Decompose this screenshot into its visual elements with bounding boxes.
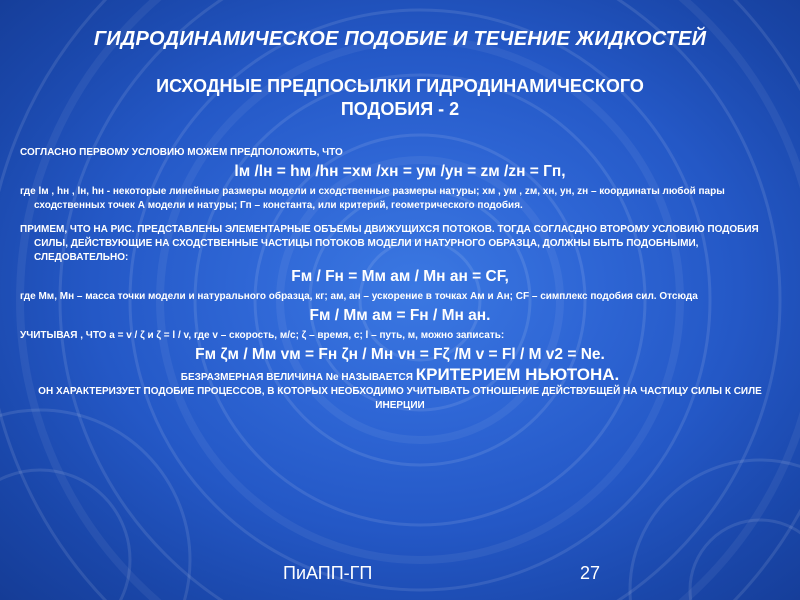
slide-subtitle [60, 75, 740, 121]
note-geometric-variables: где lм , hн , lн, hн - некоторые линейные размеры модели и сходственные размеры натуры; xм , yм , zм, xн, yн, zн – координаты любой пары сходственных точек А модели и натуры; Гп – константа, или критерий, геометрического подобия. [20, 186, 725, 211]
equation-newton-criterion: Fм ζм / Mм vм = Fн ζн / Mн vн = Fζ /M v = Fl / M v2 = Ne. [195, 346, 605, 363]
subtitle-line-2: ПОДОБИЯ - 2 [340, 99, 460, 119]
paragraph-velocity-time: УЧИТЫВАЯ , ЧТО a = v / ζ и ζ = l / v, где v – скорость, м/с; ζ – время, с; l – путь, м, можно записать: [20, 330, 505, 341]
subtitle-line-1: ИСХОДНЫЕ ПРЕДПОСЫЛКИ ГИДРОДИНАМИЧЕСКОГО [156, 76, 644, 96]
equation-geometric-similarity: lм /lн = hм /hн =xм /xн = yм /yн = zм /zн = Гп, [234, 163, 566, 180]
slide-body [20, 146, 780, 413]
footer-course-label: ПиАПП-ГП [283, 563, 373, 583]
newton-criterion-highlight: КРИТЕРИЕМ НЬЮТОНА. [415, 365, 620, 384]
slide-title: ГИДРОДИНАМИЧЕСКОЕ ПОДОБИЕ И ТЕЧЕНИЕ ЖИДКОСТЕЙ [93, 28, 707, 50]
note-mass-acceleration: где Mм, Mн – масса точки модели и натурального образца, кг; aм, aн – ускорение в точках Aм и Aн; CF – симплекс подобия сил. Отсюда [20, 291, 698, 302]
newton-definition-text: БЕЗРАЗМЕРНАЯ ВЕЛИЧИНА Ne НАЗЫВАЕТСЯ [180, 372, 413, 383]
paragraph-newton-meaning: ОН ХАРАКТЕРИЗУЕТ ПОДОБИЕ ПРОЦЕССОВ, В КОТОРЫХ НЕОБХОДИМО УЧИТЫВАТЬ ОТНОШЕНИЕ ДЕЙСТВУБЩЕЙ НА ЧАСТИЦУ СИЛЫ К СИЛЕ ИНЕРЦИИ [38, 386, 762, 411]
paragraph-second-condition: ПРИМЕМ, ЧТО НА РИС. ПРЕДСТАВЛЕНЫ ЭЛЕМЕНТАРНЫЕ ОБЪЕМЫ ДВИЖУЩИХСЯ ПОТОКОВ. ТОГДА СОГЛАСДНО ВТОРОМУ УСЛОВИЮ ПОДОБИЯ СИЛЫ, ДЕЙСТВУЮЩИЕ НА СХОДСТВЕННЫЕ ЧАСТИЦЫ ПОТОКОВ МОДЕЛИ И НАТУРНОГО ОБРАЗЦА, ДОЛЖНЫ БЫТЬ ПОДОБНЫМИ, СЛЕДОВАТЕЛЬНО: [20, 224, 759, 263]
paragraph-first-condition: СОГЛАСНО ПЕРВОМУ УСЛОВИЮ МОЖЕМ ПРЕДПОЛОЖИТЬ, ЧТО [20, 147, 343, 158]
slide-number: 27 [580, 563, 601, 583]
equation-force-ratio: Fм / Fн = Mм aм / Mн aн = CF, [291, 268, 509, 285]
equation-force-mass: Fм / Mм aм = Fн / Mн aн. [309, 307, 491, 324]
paragraph-newton-definition [20, 365, 780, 385]
spacer [20, 213, 780, 223]
